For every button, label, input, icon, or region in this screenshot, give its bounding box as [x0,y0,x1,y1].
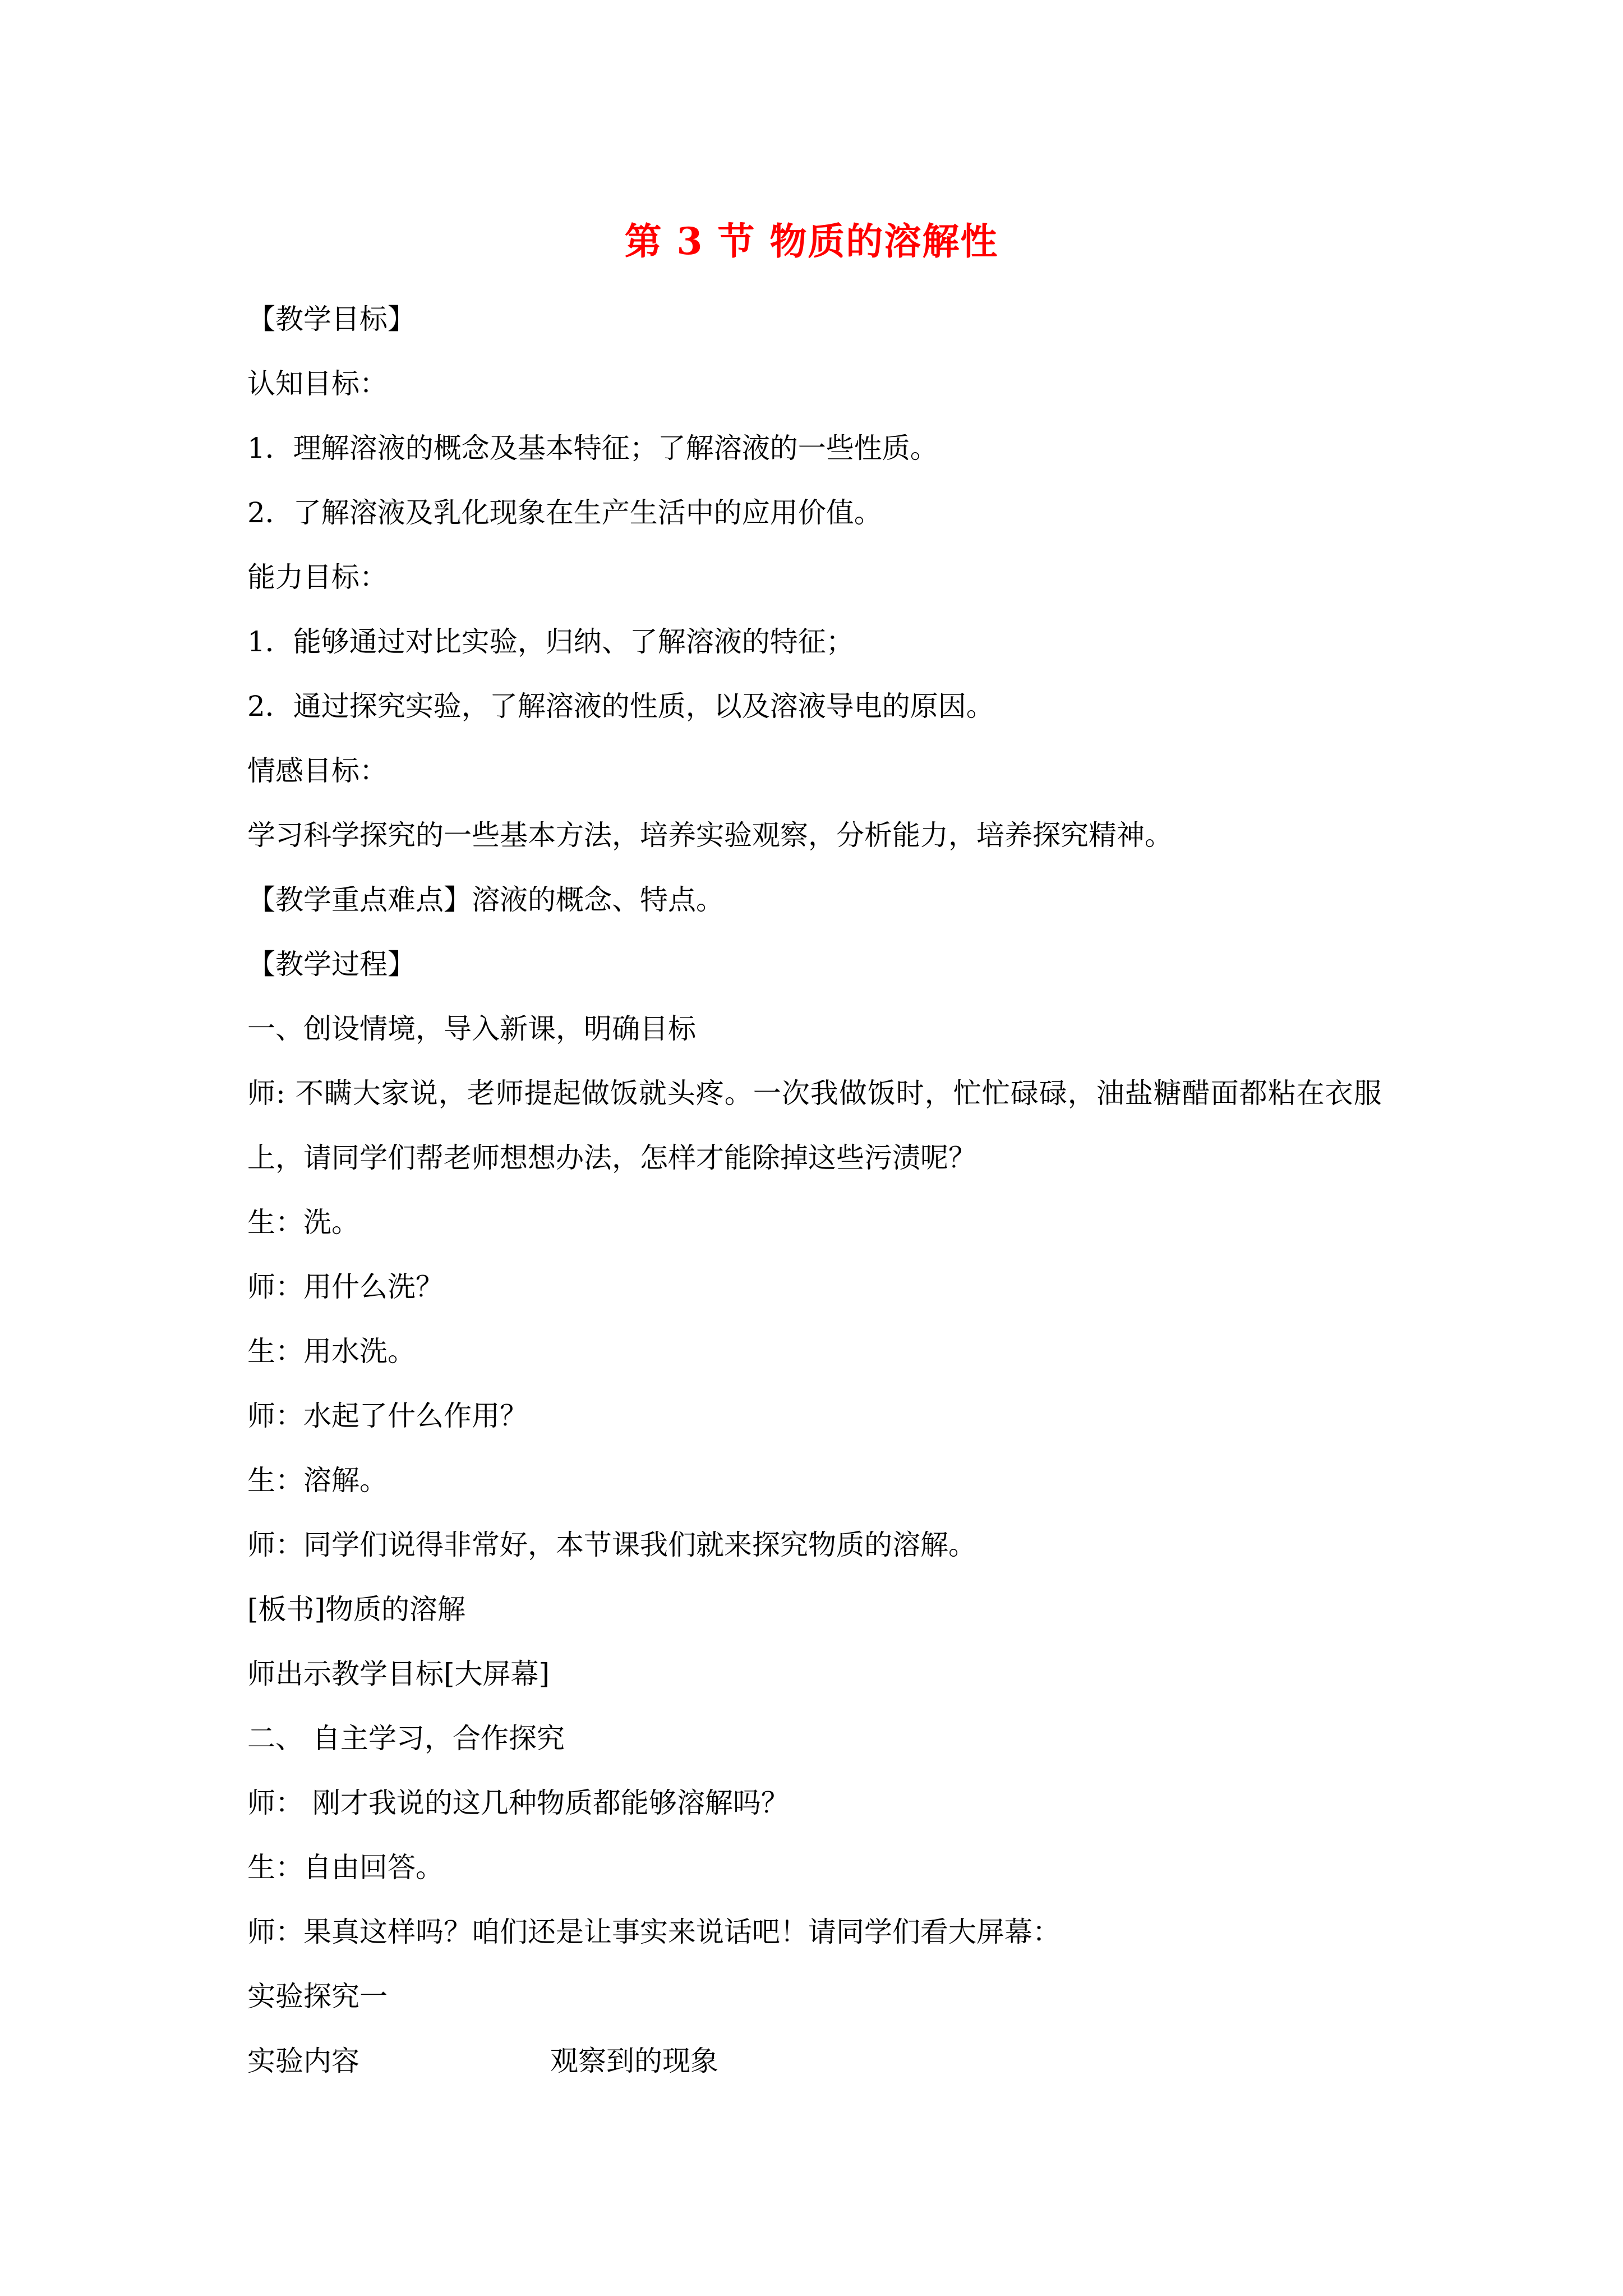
dialogue-line: 师：水起了什么作用？ [247,1400,528,1432]
dialogue-line: 生：洗。 [247,1206,359,1239]
subheading-ability: 能力目标： [247,561,388,593]
paragraph: 师: 不瞒大家说，老师提起做饭就头疼。一次我做饭时，忙忙碌碌，油盐糖醋面都粘在衣服 [247,1077,1382,1110]
table-header-content: 实验内容 [247,2045,359,2077]
subheading-part-one: 一、创设情境，导入新课，明确目标 [247,1013,696,1045]
table-header-observation: 观察到的现象 [550,2045,718,2077]
dialogue-line: 师：果真这样吗？咱们还是让事实来说话吧！请同学们看大屏幕： [247,1916,1061,1948]
document-body [247,291,1391,2097]
dialogue-line: 生：溶解。 [247,1464,388,1497]
dialogue-line: 师：同学们说得非常好，本节课我们就来探究物质的溶解。 [247,1529,976,1561]
subheading-emotion: 情感目标： [247,754,388,787]
section-heading-process: 【教学过程】 [247,948,416,981]
subheading-cognitive: 认知目标： [247,367,388,400]
document-title: 第 3 节 物质的溶解性 [624,219,999,263]
paragraph: 1．理解溶液的概念及基本特征；了解溶液的一些性质。 [247,432,938,464]
experiment-table-header [247,2033,1391,2097]
section-heading-objectives: 【教学目标】 [247,303,416,335]
paragraph: 上，请同学们帮老师想想办法，怎样才能除掉这些污渍呢？ [247,1142,976,1174]
board-note: [板书]物质的溶解 [247,1593,466,1626]
dialogue-line: 师： 刚才我说的这几种物质都能够溶解吗？ [247,1787,789,1819]
paragraph: 1．能够通过对比实验，归纳、了解溶液的特征； [247,625,854,658]
dialogue-line: 师：用什么洗？ [247,1271,444,1303]
paragraph: 2．了解溶液及乳化现象在生产生活中的应用价值。 [247,496,882,529]
dialogue-line: 生：自由回答。 [247,1851,444,1884]
paragraph: 学习科学探究的一些基本方法，培养实验观察，分析能力，培养探究精神。 [247,819,1173,852]
section-heading-key-points: 【教学重点难点】溶液的概念、特点。 [247,884,724,916]
subheading-part-two: 二、 自主学习，合作探究 [247,1722,565,1755]
paragraph: 师出示教学目标[大屏幕] [247,1658,550,1690]
paragraph: 2．通过探究实验，了解溶液的性质，以及溶液导电的原因。 [247,690,994,723]
dialogue-line: 生：用水洗。 [247,1335,416,1368]
experiment-heading: 实验探究一 [247,1980,388,2013]
